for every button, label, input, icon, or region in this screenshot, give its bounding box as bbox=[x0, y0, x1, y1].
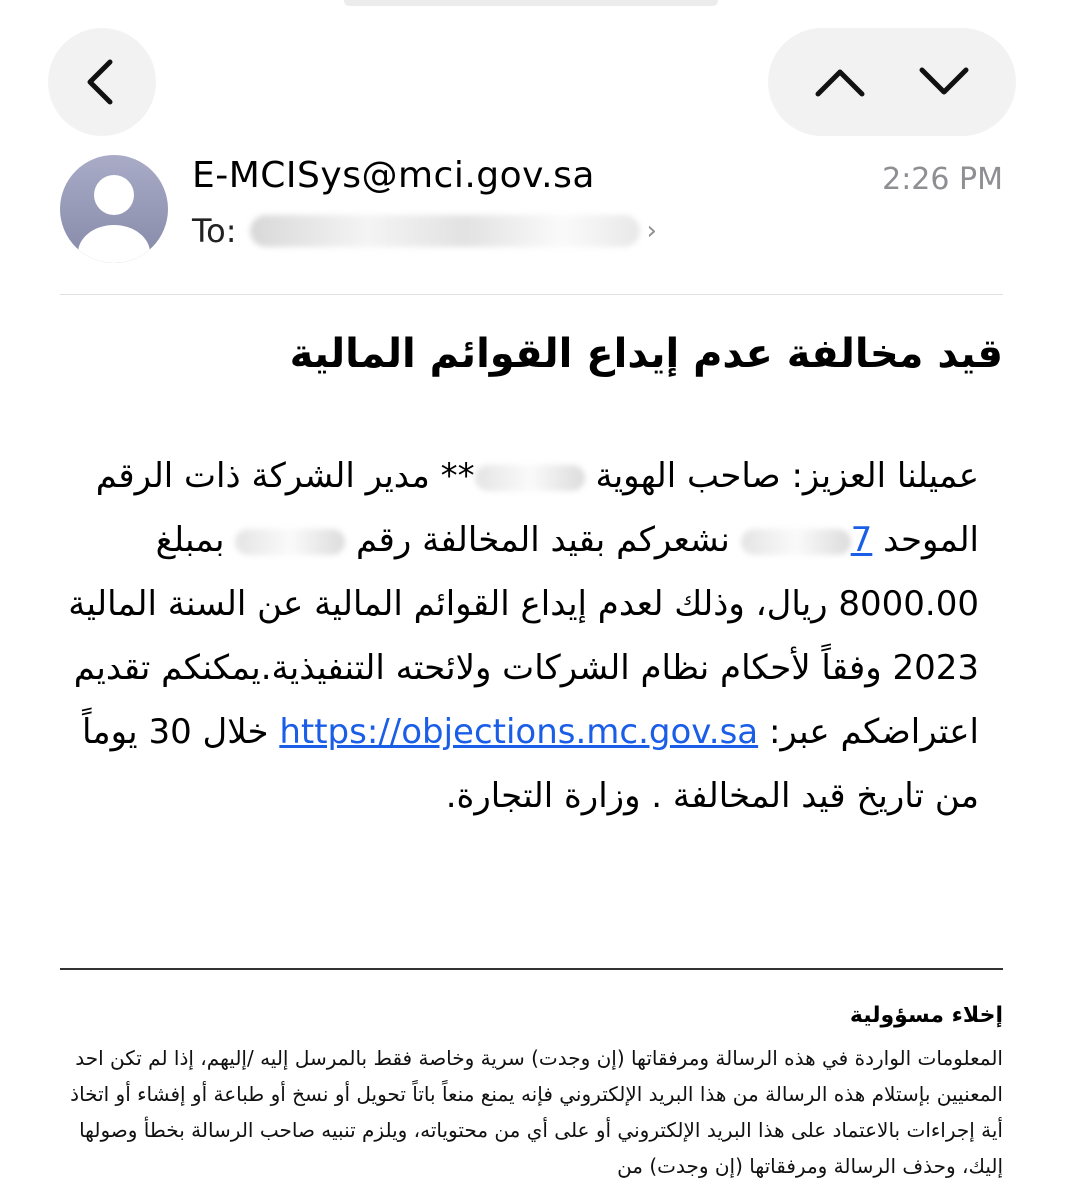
chevron-right-icon: › bbox=[646, 216, 657, 246]
disclaimer-text: المعلومات الواردة في هذه الرسالة ومرفقاتها (إن وجدت) سرية وخاصة فقط بالمرسل إليه /إليهم، إذا لم تكن احد المعنيين بإستلام هذه الرسالة من هذا البريد الإلكتروني فإنه يمنع منعاً باتاً تحويل أو نسخ أو طباعة أو إفشاء أو اتخاذ أية إجراءات بالاعتماد على هذا البريد الإلكتروني أو على أي من محتوياته، ويلزم تنبيه صاحب الرسالة بخطأ وصولها إليك، وحذف الرسالة ومرفقاتها (إن وجدت) من bbox=[70, 1046, 1003, 1178]
disclaimer-title: إخلاء مسؤولية bbox=[849, 1003, 1003, 1028]
redacted-recipient bbox=[250, 215, 640, 247]
chevron-left-icon bbox=[82, 58, 122, 106]
body-part-2: ** مدير الشركة ذات الرقم الموحد bbox=[95, 456, 979, 560]
sender-address[interactable]: E-MCISys@mci.gov.sa bbox=[192, 155, 595, 196]
to-label: To: bbox=[192, 212, 237, 250]
redacted-id bbox=[475, 465, 585, 491]
redacted-violation-number bbox=[235, 529, 345, 555]
body-part-3: نشعركم بقيد المخالفة رقم bbox=[345, 520, 741, 560]
email-body bbox=[59, 444, 979, 828]
next-message-button[interactable] bbox=[904, 42, 984, 122]
message-time: 2:26 PM bbox=[882, 162, 1003, 197]
person-icon bbox=[60, 155, 168, 263]
top-grabber bbox=[344, 0, 718, 6]
header-divider bbox=[60, 294, 1003, 295]
message-nav bbox=[768, 28, 1016, 136]
unified-number-link[interactable]: 7 bbox=[741, 520, 873, 560]
email-subject: قيد مخالفة عدم إيداع القوائم المالية bbox=[289, 331, 1003, 377]
objections-link[interactable]: https://objections.mc.gov.sa bbox=[279, 712, 759, 752]
recipient-row[interactable] bbox=[192, 212, 657, 250]
body-part-5: خلال 30 يوماً من تاريخ قيد المخالفة . وزارة التجارة. bbox=[82, 712, 979, 816]
sender-avatar[interactable] bbox=[60, 155, 168, 263]
disclaimer-divider bbox=[60, 968, 1003, 970]
previous-message-button[interactable] bbox=[800, 42, 880, 122]
body-part-4: بمبلغ 8000.00 ريال، وذلك لعدم إيداع القوائم المالية عن السنة المالية 2023 وفقاً لأحكام نظام الشركات ولائحته التنفيذية.يمكنكم تقديم اعتراضكم عبر: bbox=[68, 520, 979, 752]
chevron-up-icon bbox=[814, 66, 866, 98]
body-part-1: عميلنا العزيز: صاحب الهوية bbox=[584, 456, 979, 496]
back-button[interactable] bbox=[48, 28, 156, 136]
chevron-down-icon bbox=[918, 66, 970, 98]
